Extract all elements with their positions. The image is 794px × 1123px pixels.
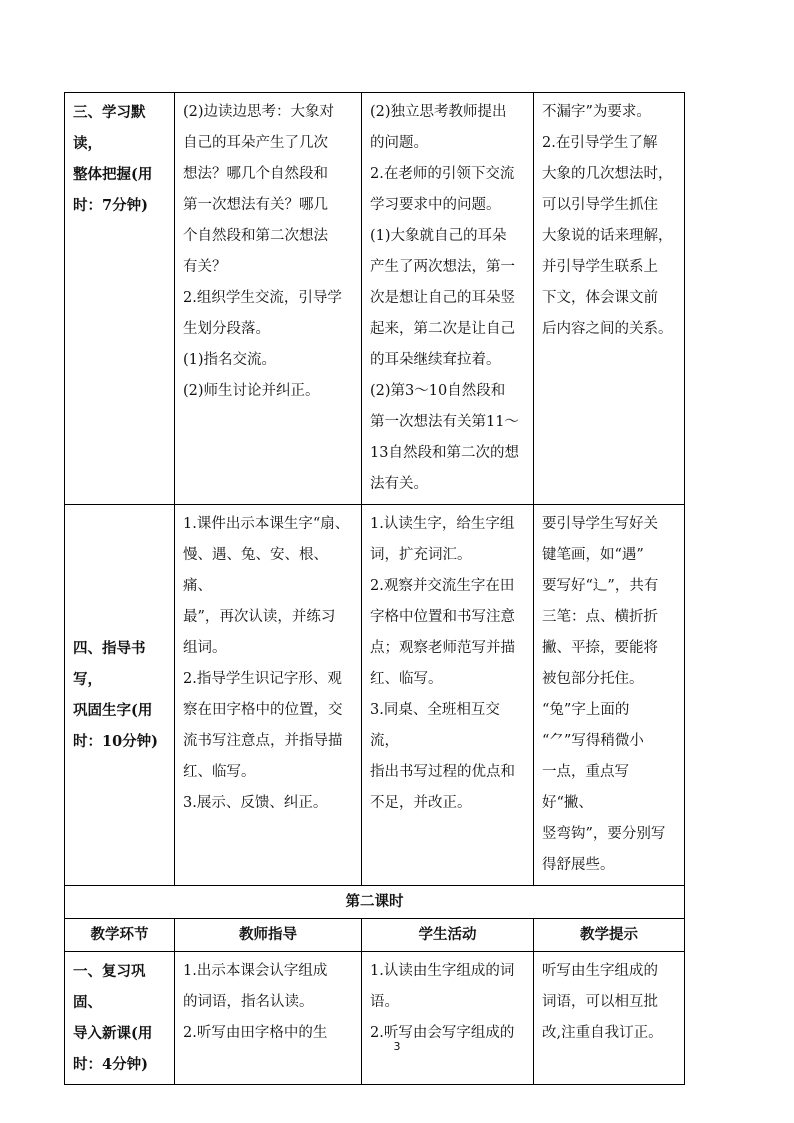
session-title: 第二课时 [65, 886, 685, 919]
stage-cell: 四、指导书写， 巩固生字(用 时：10分钟) [65, 505, 175, 886]
header-stage: 教学环节 [65, 919, 175, 952]
header-tips: 教学提示 [534, 919, 685, 952]
student-activity-cell: (2)独立思考教师提出 的问题。 2.在老师的引领下交流 学习要求中的问题。 (1)大象就自己的耳朵 产生了两次想法，第一 次是想让自己的耳朵竖 起来，第二次是让自己 的耳朵继续耷拉着。 (2)第3～10自然段和 第一次想法有关第11～ 13自然段和第二次的想 法有关。 [362, 93, 534, 505]
header-teacher: 教师指导 [175, 919, 362, 952]
table-row [65, 93, 685, 505]
teacher-guidance-cell: 1.出示本课会认字组成 的词语，指名认读。 2.听写由田字格中的生 [175, 952, 362, 1085]
teaching-tips-cell: 要引导学生写好关 键笔画，如“遇” 要写好“辶”，共有 三笔：点、横折折 撇、平捺，要能将 被包部分托住。 “兔”字上面的 “⺈”写得稍微小 一点，重点写好“撇、 竖弯钩”，要分别写 得舒展些。 [534, 505, 685, 886]
header-row [65, 919, 685, 952]
teaching-tips-cell: 不漏字”为要求。 2.在引导学生了解 大象的几次想法时， 可以引导学生抓住 大象说的话来理解， 并引导学生联系上 下文，体会课文前 后内容之间的关系。 [534, 93, 685, 505]
stage-cell: 一、复习巩固、 导入新课(用 时：4分钟) [65, 952, 175, 1085]
page-number: 3 [393, 1040, 401, 1053]
table-row [65, 505, 685, 886]
teacher-guidance-cell: 1.课件出示本课生字“扇、 慢、遇、兔、安、根、痛、 最”，再次认读，并练习 组词。 2.指导学生识记字形、观 察在田字格中的位置，交 流书写注意点，并指导描 红、临写。 3.展示、反馈、纠正。 [175, 505, 362, 886]
teacher-guidance-cell: (2)边读边思考：大象对 自己的耳朵产生了几次 想法？哪几个自然段和 第一次想法有关？哪几 个自然段和第二次想法 有关？ 2.组织学生交流，引导学 生划分段落。 (1)指名交流。 (2)师生讨论并纠正。 [175, 93, 362, 505]
session-row [65, 886, 685, 919]
student-activity-cell: 1.认读生字，给生字组 词，扩充词汇。 2.观察并交流生字在田 字格中位置和书写注意 点；观察老师范写并描 红、临写。 3.同桌、全班相互交流， 指出书写过程的优点和 不足，并改正。 [362, 505, 534, 886]
teaching-tips-cell: 听写由生字组成的 词语，可以相互批 改,注重自我订正。 [534, 952, 685, 1085]
header-student: 学生活动 [362, 919, 534, 952]
table-row [65, 952, 685, 1085]
stage-cell: 三、学习默读， 整体把握(用 时：7分钟) [65, 93, 175, 505]
student-activity-cell: 1.认读由生字组成的词 语。 2.听写由会写字组成的 [362, 952, 534, 1085]
lesson-plan-table [64, 92, 685, 1085]
